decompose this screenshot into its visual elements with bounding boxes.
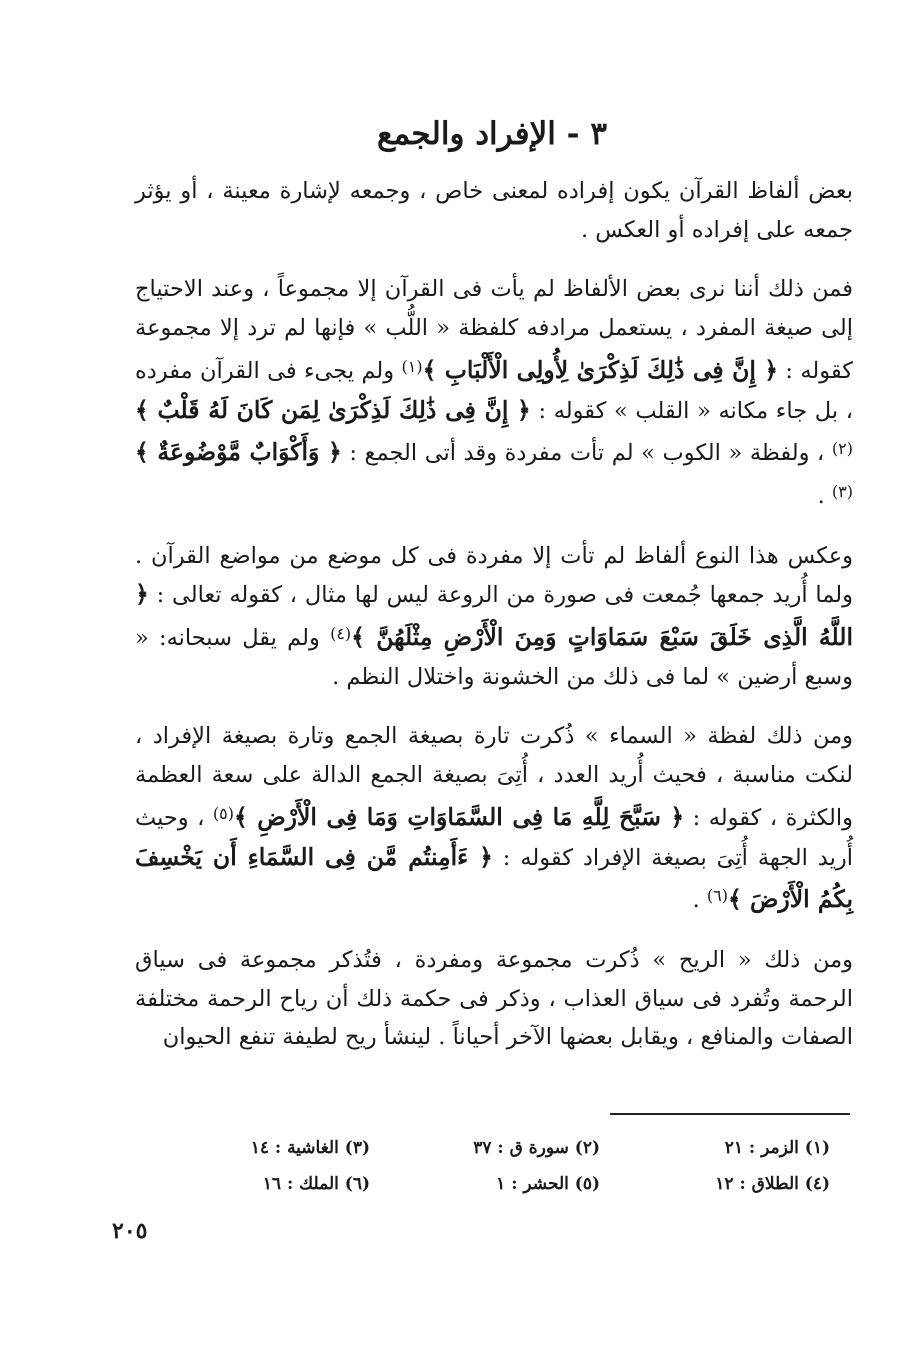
footnotes bbox=[180, 1133, 830, 1205]
footnote-ref: (١) bbox=[401, 356, 423, 376]
footnote-ref: (٦) bbox=[706, 886, 729, 906]
paragraph-text: ولم يقل سبحانه: « وسبع أرضين » لما فى ذلك من الخشونة واختلال النظم . bbox=[135, 625, 853, 690]
footnote-divider bbox=[610, 1113, 850, 1115]
footnote-ref: (٤) bbox=[330, 624, 352, 644]
paragraph-text: ولم يجىء فى القرآن مفرده ، بل جاء مكانه « القلب » كقوله : bbox=[135, 357, 853, 424]
footnote-entry: (٢) سورة ق : ٣٧ bbox=[473, 1138, 600, 1158]
quran-verse: ﴿ إِنَّ فِى ذَٰلِكَ لَذِكْرَىٰ لِمَن كَانَ لَهُ قَلْبٌ ﴾ bbox=[135, 395, 531, 424]
paragraph bbox=[135, 537, 853, 697]
paragraph-text: ، ولفظة « الكوب » لم تأت مفردة وقد أتى الجمع : bbox=[341, 440, 832, 467]
footnote-entry: (٣) الغاشية : ١٤ bbox=[250, 1138, 370, 1158]
quran-verse: ﴿ ءَأَمِنتُم مَّن فِى السَّمَاءِ أَن يَخْسِفَ بِكُمُ الْأَرْضَ ﴾ bbox=[135, 842, 853, 914]
quran-verse: ﴿ اللَّهُ الَّذِى خَلَقَ سَبْعَ سَمَاوَاتٍ وَمِنَ الْأَرْضِ مِثْلَهُنَّ ﴾ bbox=[135, 580, 853, 652]
footnote-row bbox=[180, 1169, 830, 1205]
paragraph bbox=[135, 270, 853, 515]
footnote-ref: (٥) bbox=[212, 803, 234, 823]
quran-verse: ﴿ وَأَكْوَابٌ مَّوْضُوعَةٌ ﴾ bbox=[135, 438, 342, 467]
paragraph-text: . bbox=[817, 482, 832, 509]
section-title: ٣ - الإفراد والجمع bbox=[377, 116, 607, 152]
paragraph-text: وعكس هذا النوع ألفاظ لم تأت إلا مفردة فى كل موضع من مواضع القرآن . ولما أُريد جمعها جُمعت فى صورة من الروعة ليس لها مثال ، كقوله تعالى : bbox=[135, 542, 853, 609]
body-text bbox=[135, 172, 853, 1078]
footnote-ref: (٢) bbox=[831, 439, 853, 459]
paragraph bbox=[135, 717, 853, 920]
paragraph-text: بعض ألفاظ القرآن يكون إفراده لمعنى خاص ، وجمعه لإشارة معينة ، أو يؤثر جمعه على إفراده أو العكس . bbox=[135, 178, 853, 243]
footnote-entry: (١) الزمر : ٢١ bbox=[724, 1138, 830, 1158]
quran-verse: ﴿ سَبَّحَ لِلَّهِ مَا فِى السَّمَاوَاتِ وَمَا فِى الْأَرْضِ ﴾ bbox=[233, 802, 685, 831]
paragraph-text: ومن ذلك لفظة « السماء » ذُكرت تارة بصيغة الجمع وتارة بصيغة الإفراد ، لنكت مناسبة ، فحيث أُريد العدد ، أُتِىَ بصيغة الجمع الدالة على سعة العظمة والكثرة ، كقوله : bbox=[135, 723, 853, 831]
paragraph-text: فمن ذلك أننا نرى بعض الألفاظ لم يأت فى القرآن إلا مجموعاً ، وعند الاحتياج إلى صيغة المفرد ، يستعمل مرادفه كلفظة « اللُّب » فإنها لم ترد إلا مجموعة كقوله : bbox=[135, 276, 853, 384]
footnote-entry: (٥) الحشر : ١ bbox=[496, 1174, 600, 1194]
paragraph-text: ، وحيث أُريد الجهة أُتِىَ بصيغة الإفراد كقوله : bbox=[135, 804, 853, 871]
footnote-row bbox=[180, 1133, 830, 1169]
paragraph bbox=[135, 941, 853, 1057]
quran-verse: ﴿ إِنَّ فِى ذَٰلِكَ لَذِكْرَىٰ لِأُولِى الْأَلْبَابِ ﴾ bbox=[422, 355, 779, 384]
footnote-ref: (٣) bbox=[831, 481, 853, 501]
footnote-entry: (٦) الملك : ١٦ bbox=[262, 1174, 370, 1194]
paragraph bbox=[135, 172, 853, 249]
footnote-entry: (٤) الطلاق : ١٢ bbox=[715, 1174, 830, 1194]
paragraph-text: . bbox=[692, 887, 707, 914]
page-number: ٢٠٥ bbox=[112, 1218, 148, 1244]
paragraph-text: ومن ذلك « الريح » ذُكرت مجموعة ومفردة ، فتُذكر مجموعة فى سياق الرحمة وتُفرد فى سياق العذاب ، وذكر فى حكمة ذلك أن رياح الرحمة مختلفة الصفات والمنافع ، ويقابل بعضها الآخر أحياناً . لينشأ ريح لطيفة تنفع الحيوان bbox=[135, 946, 853, 1051]
